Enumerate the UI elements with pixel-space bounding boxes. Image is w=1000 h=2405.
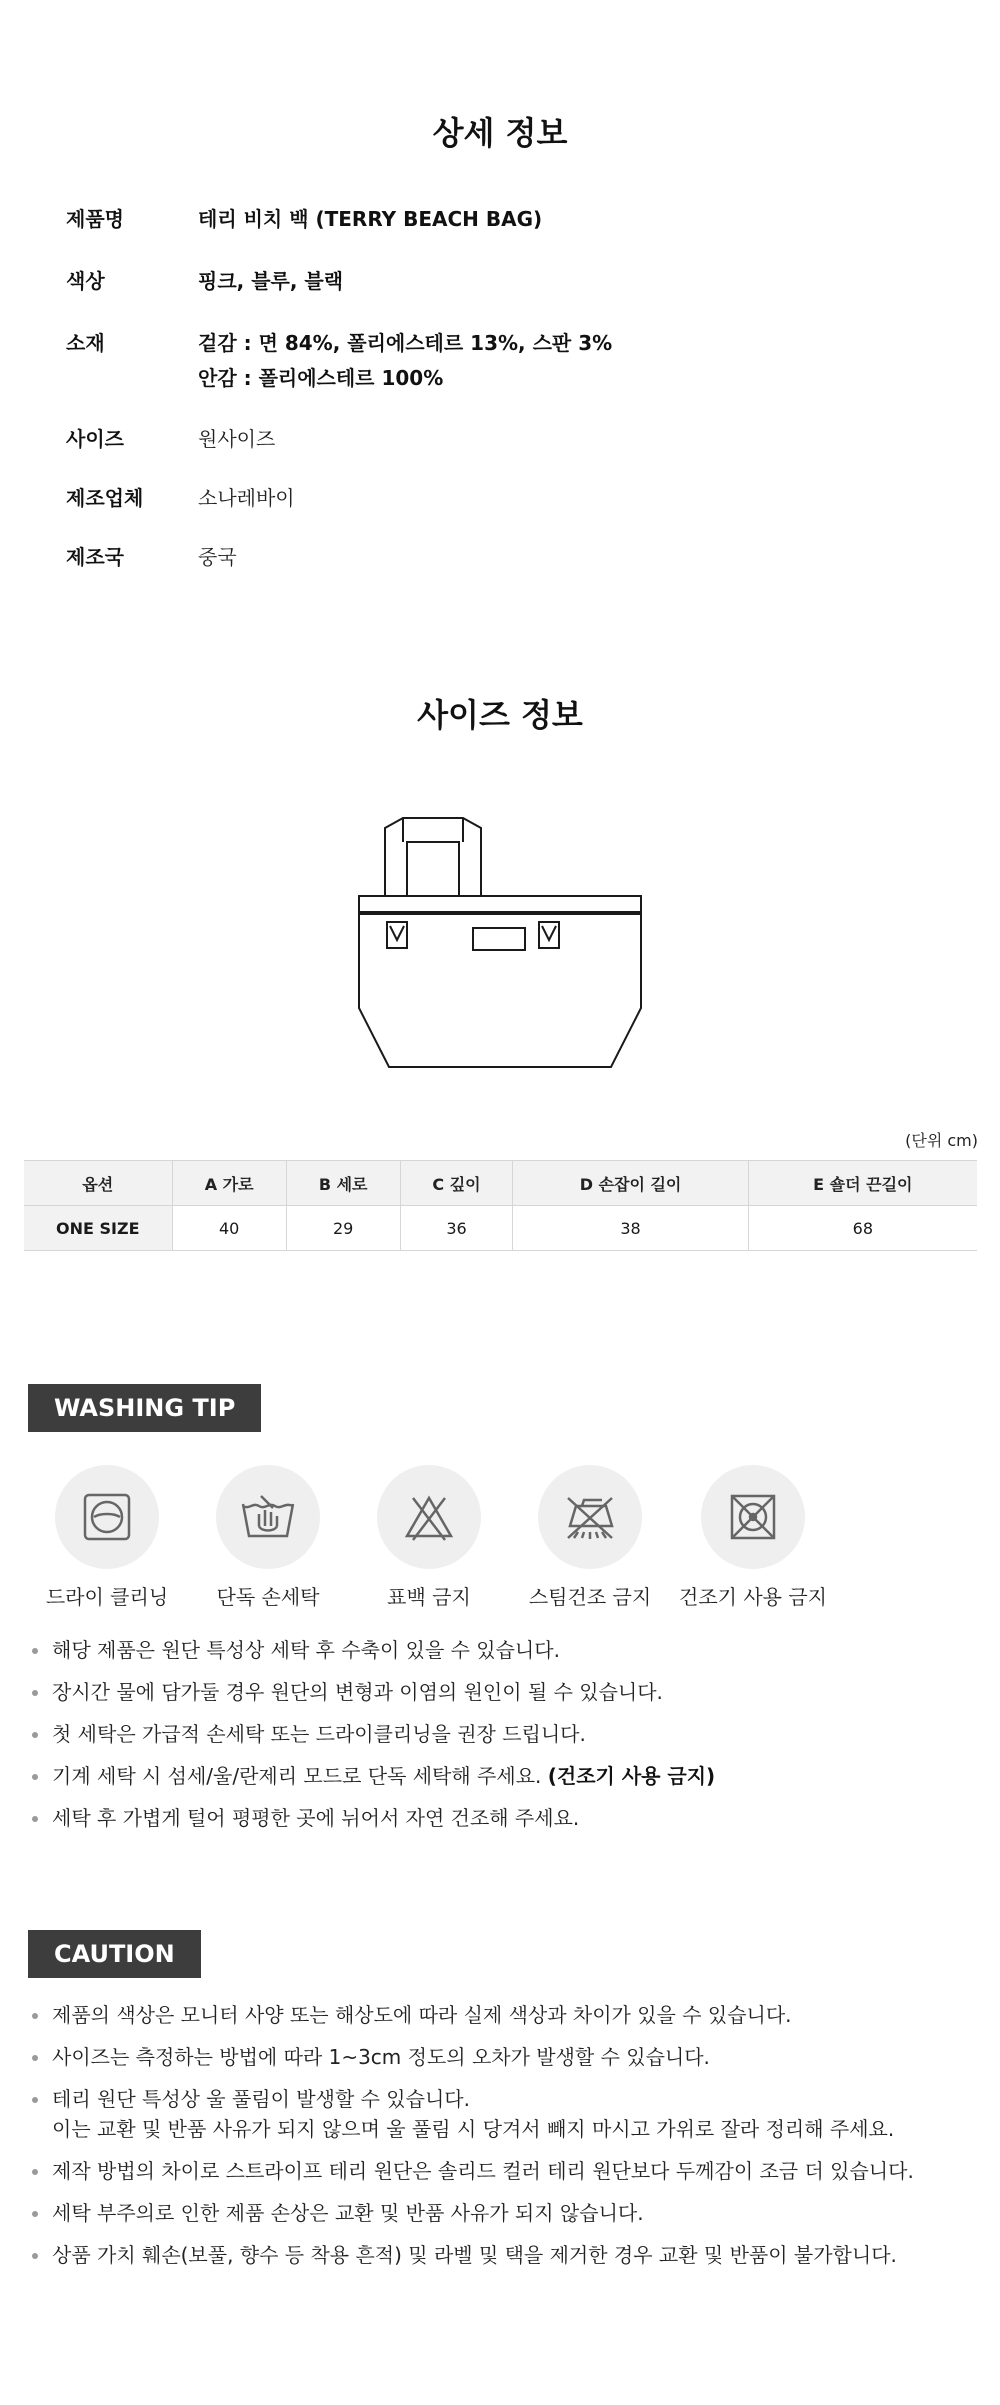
list-item: 세탁 부주의로 인한 제품 손상은 교환 및 반품 사유가 되지 않습니다. [30, 2198, 980, 2228]
detail-value: 핑크, 블루, 블랙 [198, 269, 344, 293]
note-bold: (건조기 사용 금지) [547, 1764, 716, 1788]
size-header-cell: 옵션 [24, 1161, 172, 1206]
bag-diagram [355, 812, 645, 1074]
size-header-cell: C 깊이 [400, 1161, 513, 1206]
detail-value: 테리 비치 백 (TERRY BEACH BAG) [198, 207, 543, 231]
care-label: 건조기 사용 금지 [679, 1585, 827, 1609]
list-item [30, 2084, 980, 2144]
size-cell: ONE SIZE [24, 1206, 172, 1251]
care-label: 스팀건조 금지 [528, 1585, 652, 1609]
washing-tip-tag: WASHING TIP [28, 1384, 261, 1432]
size-title: 사이즈 정보 [417, 696, 583, 734]
caution-notes [30, 2000, 980, 2282]
list-item [30, 1761, 980, 1791]
list-item: 상품 가치 훼손(보풀, 향수 등 착용 흔적) 및 라벨 및 택을 제거한 경우 교환 및 반품이 불가합니다. [30, 2240, 980, 2270]
detail-label: 제조국 [66, 545, 124, 569]
detail-value [198, 326, 612, 396]
size-table [24, 1160, 977, 1251]
size-cell: 68 [748, 1206, 977, 1251]
size-header-cell: E 숄더 끈길이 [748, 1161, 977, 1206]
size-cell: 40 [172, 1206, 286, 1251]
detail-label: 소재 [66, 331, 105, 355]
care-label: 드라이 클리닝 [45, 1585, 169, 1609]
note-line: 이는 교환 및 반품 사유가 되지 않으며 울 풀림 시 당겨서 빼지 마시고 가위로 잘라 정리해 주세요. [52, 2117, 895, 2141]
list-item: 세탁 후 가볍게 털어 평평한 곳에 뉘어서 자연 건조해 주세요. [30, 1803, 980, 1833]
size-cell: 29 [286, 1206, 400, 1251]
dry-clean-icon [55, 1465, 159, 1569]
list-item: 사이즈는 측정하는 방법에 따라 1~3cm 정도의 오차가 발생할 수 있습니다. [30, 2042, 980, 2072]
size-unit: (단위 cm) [905, 1131, 978, 1150]
list-item: 제품의 색상은 모니터 사양 또는 해상도에 따라 실제 색상과 차이가 있을 수 있습니다. [30, 2000, 980, 2030]
care-label: 단독 손세탁 [216, 1585, 320, 1609]
detail-label: 사이즈 [66, 427, 124, 451]
size-header-cell: A 가로 [172, 1161, 286, 1206]
size-cell: 36 [400, 1206, 513, 1251]
care-hand-wash [188, 1465, 348, 1610]
hand-wash-icon [216, 1465, 320, 1569]
table-row [24, 1206, 977, 1251]
care-label: 표백 금지 [387, 1585, 471, 1609]
detail-value: 중국 [198, 545, 237, 569]
care-no-steam [510, 1465, 670, 1610]
note-line: 테리 원단 특성상 울 풀림이 발생할 수 있습니다. [52, 2087, 470, 2111]
list-item: 장시간 물에 담가둘 경우 원단의 변형과 이염의 원인이 될 수 있습니다. [30, 1677, 980, 1707]
washing-notes [30, 1635, 980, 1845]
note-text: 기계 세탁 시 섬세/울/란제리 모드로 단독 세탁해 주세요. [52, 1764, 542, 1788]
list-item: 첫 세탁은 가급적 손세탁 또는 드라이클리닝을 권장 드립니다. [30, 1719, 980, 1749]
care-no-bleach [349, 1465, 509, 1610]
caution-tag: CAUTION [28, 1930, 201, 1978]
material-inner: 안감 : 폴리에스테르 100% [198, 366, 444, 390]
detail-label: 제품명 [66, 207, 124, 231]
list-item: 해당 제품은 원단 특성상 세탁 후 수축이 있을 수 있습니다. [30, 1635, 980, 1665]
no-bleach-icon [377, 1465, 481, 1569]
size-header-cell: D 손잡이 길이 [513, 1161, 748, 1206]
size-cell: 38 [513, 1206, 748, 1251]
detail-label: 색상 [66, 269, 105, 293]
size-header-cell: B 세로 [286, 1161, 400, 1206]
care-dry-clean [27, 1465, 187, 1610]
list-item: 제작 방법의 차이로 스트라이프 테리 원단은 솔리드 컬러 테리 원단보다 두께감이 조금 더 있습니다. [30, 2156, 980, 2186]
detail-title: 상세 정보 [432, 114, 568, 152]
detail-value: 소나레바이 [198, 486, 295, 510]
care-no-tumble-dry [673, 1465, 833, 1610]
detail-value: 원사이즈 [198, 427, 276, 451]
no-tumble-dry-icon [701, 1465, 805, 1569]
no-steam-iron-icon [538, 1465, 642, 1569]
detail-label: 제조업체 [66, 486, 144, 510]
size-table-header [24, 1161, 977, 1206]
material-outer: 겉감 : 면 84%, 폴리에스테르 13%, 스판 3% [198, 331, 613, 355]
